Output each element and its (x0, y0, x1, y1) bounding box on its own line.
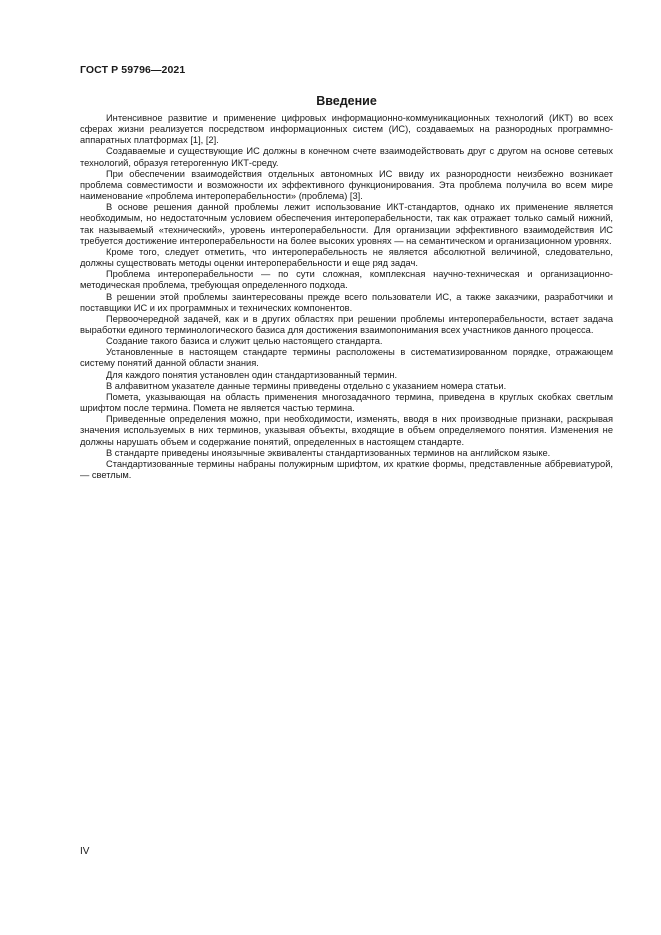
paragraph-8: Первоочередной задачей, как и в других областях при решении проблемы интероперабельности, встает задача выработки единого терминологического базиса для достижения взаимопонимания всех участников данного процесса. (80, 313, 613, 335)
paragraph-10: Установленные в настоящем стандарте термины расположены в систематизированном порядке, отражающем систему понятий данной области знания. (80, 347, 613, 369)
document-header: ГОСТ Р 59796—2021 (80, 64, 186, 76)
paragraph-12: В алфавитном указателе данные термины приведены отдельно с указанием номера статьи. (106, 380, 507, 391)
paragraph-2: Создаваемые и существующие ИС должны в конечном счете взаимодействовать друг с другом на основе сетевых технологий, образуя гетерогенную ИКТ-среду. (80, 146, 613, 168)
paragraph-3: При обеспечении взаимодействия отдельных автономных ИС ввиду их разнородности неизбежно возникает проблема совместимости и возможности их эффективного функционирования. Эта проблема получила во всем мире наименование «проблема интероперабельности» (проблема) [3]. (80, 168, 613, 202)
paragraph-6: Проблема интероперабельности — по сути сложная, комплексная научно-техническая и организационно-методическая проблема, требующая определенного подхода. (80, 269, 613, 291)
paragraph-7: В решении этой проблемы заинтересованы прежде всего пользователи ИС, а также заказчики, разработчики и поставщики ИС и их программных и технических компонентов. (80, 291, 613, 313)
paragraph-15: В стандарте приведены иноязычные эквиваленты стандартизованных терминов на английском языке. (106, 447, 551, 458)
paragraph-9: Создание такого базиса и служит целью настоящего стандарта. (106, 336, 383, 347)
paragraph-1: Интенсивное развитие и применение цифровых информационно-коммуникационных технологий (ИКТ) во всех сферах жизни реализуется посредством информационных систем (ИС), создаваемых на разнородных программно-аппаратных платформах [1], [2]. (80, 113, 613, 146)
page-number: IV (80, 846, 90, 857)
paragraph-5: Кроме того, следует отметить, что интероперабельность не является абсолютной величиной, следовательно, должны существовать методы оценки интероперабельности и еще ряд задач. (80, 246, 613, 269)
body-text (80, 113, 613, 481)
section-title: Введение (316, 94, 377, 108)
paragraph-13: Помета, указывающая на область применения многозадачного термина, приведена в круглых скобках светлым шрифтом после термина. Помета не является частью термина. (80, 391, 613, 414)
paragraph-16: Стандартизованные термины набраны полужирным шрифтом, их краткие формы, представленные аббревиатурой, — светлым. (80, 458, 613, 480)
paragraph-14: Приведенные определения можно, при необходимости, изменять, вводя в них производные признаки, раскрывая значения используемых в них терминов, указывая объекты, входящие в объем определяемого понятия. Изменения не должны нарушать объем и содержание понятий, определенных в настоящем стандарте. (80, 414, 613, 447)
paragraph-11: Для каждого понятия установлен один стандартизованный термин. (106, 369, 398, 380)
paragraph-4: В основе решения данной проблемы лежит использование ИКТ-стандартов, однако их применение является необходимым, но недостаточным условием обеспечения интероперабельности, так как отражает только самый нижний, так называемый «технический», уровень интероперабельности. Для организации эффективного взаимодействия ИС требуется достижение интероперабельности на более высоких уровнях — на семантическом и организационном уровнях. (80, 202, 613, 246)
